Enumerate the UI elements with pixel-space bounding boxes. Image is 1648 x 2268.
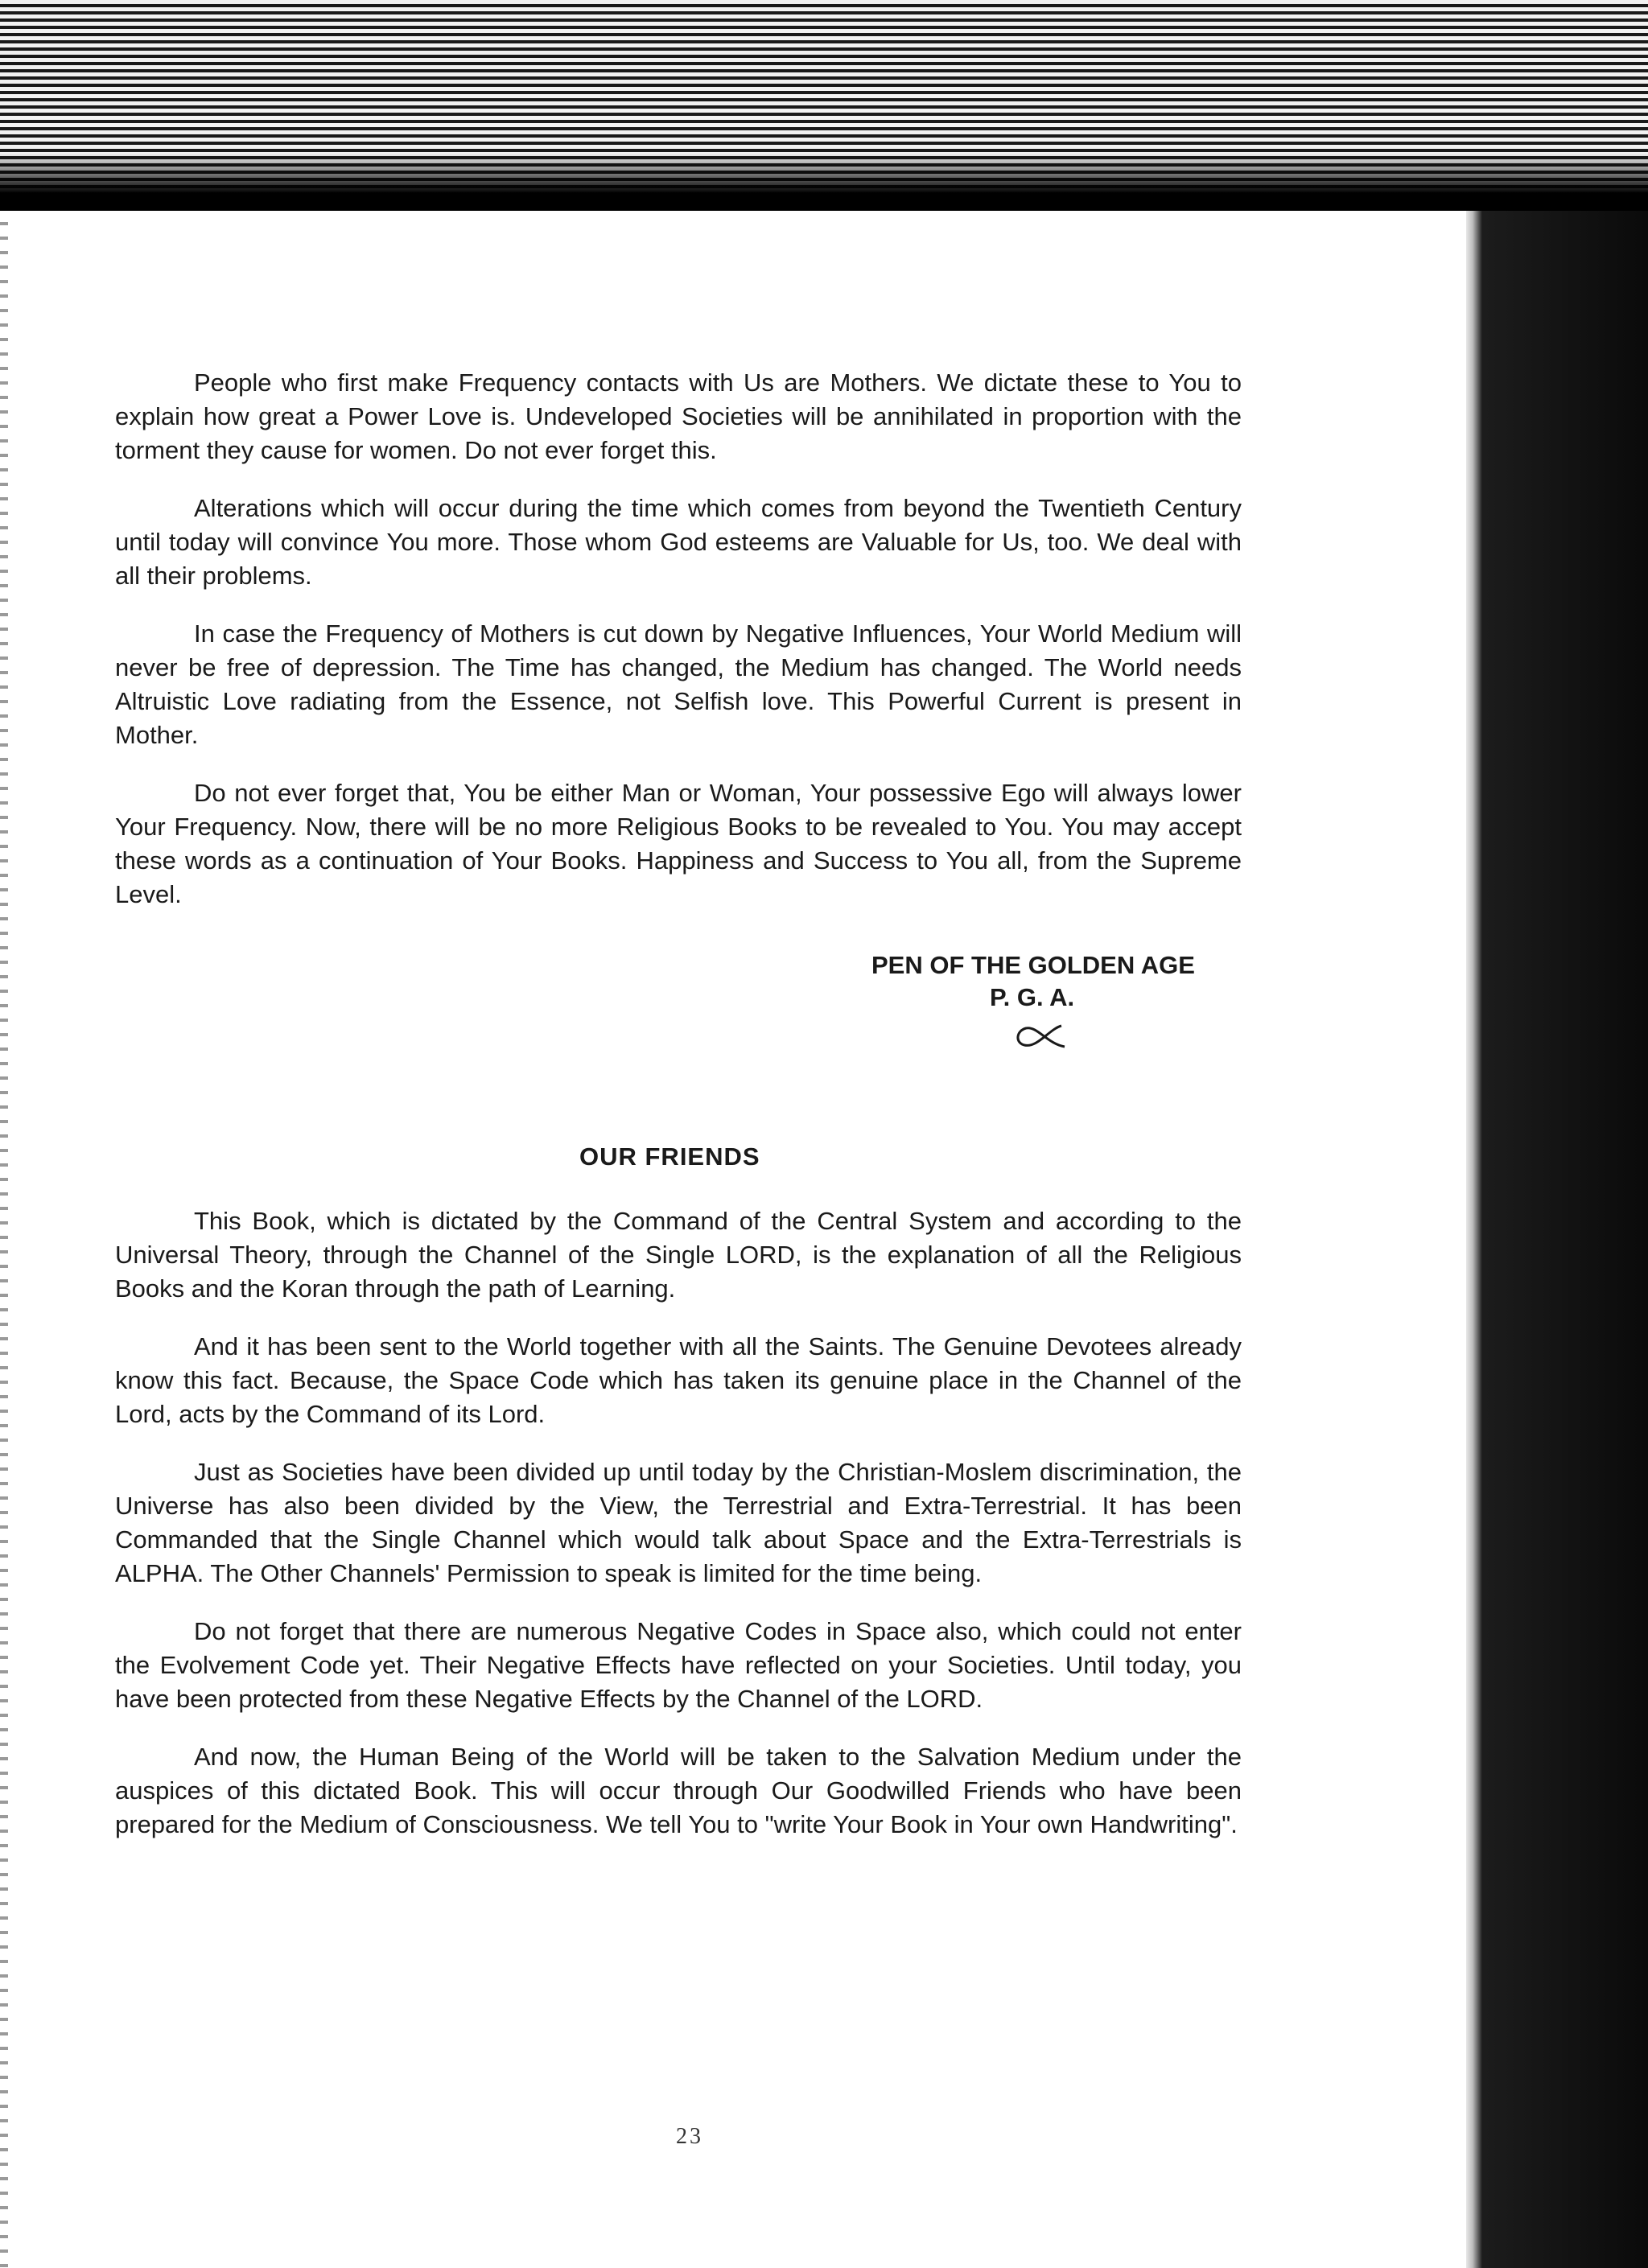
- paragraph: This Book, which is dictated by the Command of the Central System and according to the Universal Theory, through the Channel of the Single LORD, is the explanation of all the Religious Books and the Koran through the path of Learning.: [115, 1207, 1242, 1303]
- paragraph: And it has been sent to the World together with all the Saints. The Genuine Devotees already know this fact. Because, the Space Code which has taken its genuine place in the Channel of the Lord, acts by the Command of its Lord.: [115, 1332, 1242, 1428]
- scan-top-shadow: [0, 153, 1648, 211]
- page-number: 23: [676, 2124, 703, 2149]
- signature-block: [871, 949, 1274, 1059]
- body-text-bottom: [115, 1204, 1242, 1866]
- book-gutter-shadow: [1466, 211, 1648, 2268]
- paragraph: Do not ever forget that, You be either Man or Woman, Your possessive Ego will always lower Your Frequency. Now, there will be no more Religious Books to be revealed to You. You may accept these words as a continuation of Your Books. Happiness and Success to You all, from the Supreme Level.: [115, 779, 1242, 908]
- page-left-edge: [0, 211, 8, 2268]
- signature-line-2: P. G. A.: [990, 983, 1075, 1011]
- alpha-symbol-icon: [871, 1014, 1274, 1059]
- section-heading: OUR FRIENDS: [579, 1142, 760, 1171]
- paragraph: In case the Frequency of Mothers is cut down by Negative Influences, Your World Medium will never be free of depression. The Time has changed, the Medium has changed. The World needs Altruistic Love radiating from the Essence, not Selfish love. This Powerful Current is present in Mother.: [115, 619, 1242, 749]
- paragraph: People who first make Frequency contacts with Us are Mothers. We dictate these to You to explain how great a Power Love is. Undeveloped Societies will be annihilated in proportion with the torment they cause for women. Do not ever forget this.: [115, 368, 1242, 464]
- body-text-top: [115, 366, 1242, 936]
- paragraph: Alterations which will occur during the time which comes from beyond the Twentieth Century until today will convince You more. Those whom God esteems are Valuable for Us, too. We deal with all their problems.: [115, 494, 1242, 590]
- paragraph: Do not forget that there are numerous Negative Codes in Space also, which could not enter the Evolvement Code yet. Their Negative Effects have reflected on your Societies. Until today, you have been protected from these Negative Effects by the Channel of the LORD.: [115, 1617, 1242, 1713]
- paragraph: Just as Societies have been divided up until today by the Christian-Moslem discrimination, the Universe has also been divided by the View, the Terrestrial and Extra-Terrestrial. It has been Commanded that the Single Channel which would talk about Space and the Extra-Terrestrials is ALPHA. The Other Channels' Permission to speak is limited for the time being.: [115, 1458, 1242, 1587]
- signature-line-1: PEN OF THE GOLDEN AGE: [871, 951, 1195, 979]
- paragraph: And now, the Human Being of the World will be taken to the Salvation Medium under the auspices of this dictated Book. This will occur through Our Goodwilled Friends who have been prepared for the Medium of Consciousness. We tell You to "write Your Book in Your own Handwriting".: [115, 1743, 1242, 1838]
